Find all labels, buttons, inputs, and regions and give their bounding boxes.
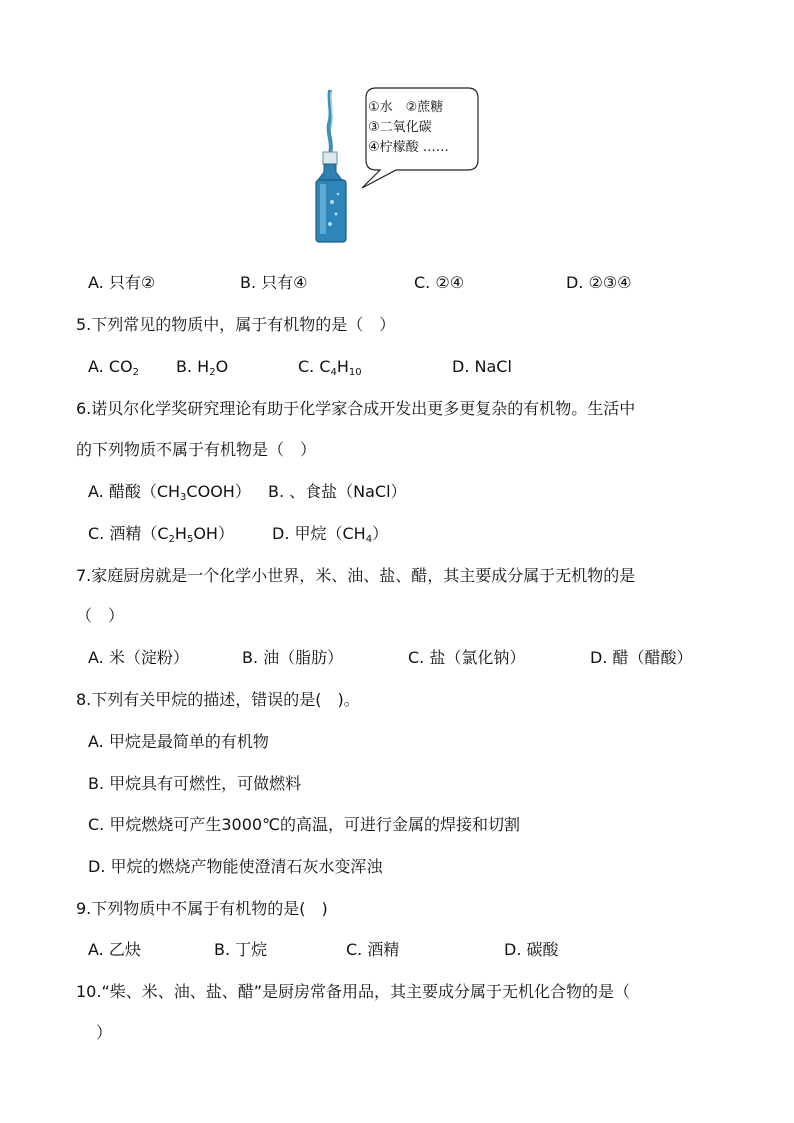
q4-option-a: A. 只有② <box>88 273 156 292</box>
q4-option-c: C. ②④ <box>414 273 465 292</box>
q10-stem-line2: ） <box>96 1023 113 1042</box>
q6-option-a: A. 醋酸$(CH_3COOH)$ <box>88 482 251 503</box>
q7-option-b: B. 油（脂肪） <box>242 648 344 667</box>
q9-option-a: A. 乙炔 <box>88 940 141 959</box>
q6-stem-line2: 的下列物质不属于有机物是（ ） <box>76 440 317 459</box>
q4-option-b: B. 只有④ <box>240 273 308 292</box>
q5-option-d: D. NaCl <box>452 357 512 376</box>
q8-stem: 8.下列有关甲烷的描述，错误的是( )。 <box>76 690 360 709</box>
bubble-line: ①水 ②蔗糖 <box>368 100 444 115</box>
q9-option-b: B. 丁烷 <box>214 940 268 959</box>
q8-option-b: B. 甲烷具有可燃性，可做燃料 <box>88 774 302 793</box>
q6-option-d: D. 甲烷$(CH_4)$ <box>272 524 389 545</box>
q5-option-b: B. $H_2O$ <box>176 357 229 378</box>
q9-stem: 9.下列物质中不属于有机物的是( ) <box>76 899 328 918</box>
q10-stem-line1: 10.“柴、米、油、盐、醋”是厨房常备用品，其主要成分属于无机化合物的是（ <box>76 982 631 1001</box>
q7-option-c: C. 盐（氯化钠） <box>408 648 526 667</box>
q7-option-a: A. 米（淀粉） <box>88 648 189 667</box>
q6-option-b: B. 、食盐（NaCl） <box>268 482 407 501</box>
question-figure <box>300 82 490 252</box>
q8-option-a: A. 甲烷是最简单的有机物 <box>88 732 269 751</box>
q9-option-c: C. 酒精 <box>346 940 400 959</box>
bubble-line: ④柠檬酸 …… <box>368 140 449 155</box>
q4-option-d: D. ②③④ <box>566 273 632 292</box>
q5-stem: 5.下列常见的物质中，属于有机物的是（ ） <box>76 315 396 334</box>
q8-option-d: D. 甲烷的燃烧产物能使澄清石灰水变浑浊 <box>88 857 383 876</box>
bubble-line: ③二氧化碳 <box>368 120 432 135</box>
q5-option-a: A. $CO_2$ <box>88 357 139 378</box>
q8-option-c: C. 甲烷燃烧可产生3000℃的高温，可进行金属的焊接和切割 <box>88 815 521 834</box>
q7-stem-line1: 7.家庭厨房就是一个化学小世界，米、油、盐、醋，其主要成分属于无机物的是 <box>76 566 636 585</box>
q7-stem-line2: （ ） <box>76 606 125 625</box>
q5-option-c: C. $C_4H_{10}$ <box>298 357 362 378</box>
q6-stem-line1: 6.诺贝尔化学奖研究理论有助于化学家合成开发出更多更复杂的有机物。生活中 <box>76 399 636 418</box>
q6-option-c: C. 酒精$(C_2H_5OH)$ <box>88 524 234 545</box>
q9-option-d: D. 碳酸 <box>504 940 559 959</box>
q7-option-d: D. 醋（醋酸） <box>590 648 693 667</box>
speech-bubble-text <box>368 98 449 158</box>
